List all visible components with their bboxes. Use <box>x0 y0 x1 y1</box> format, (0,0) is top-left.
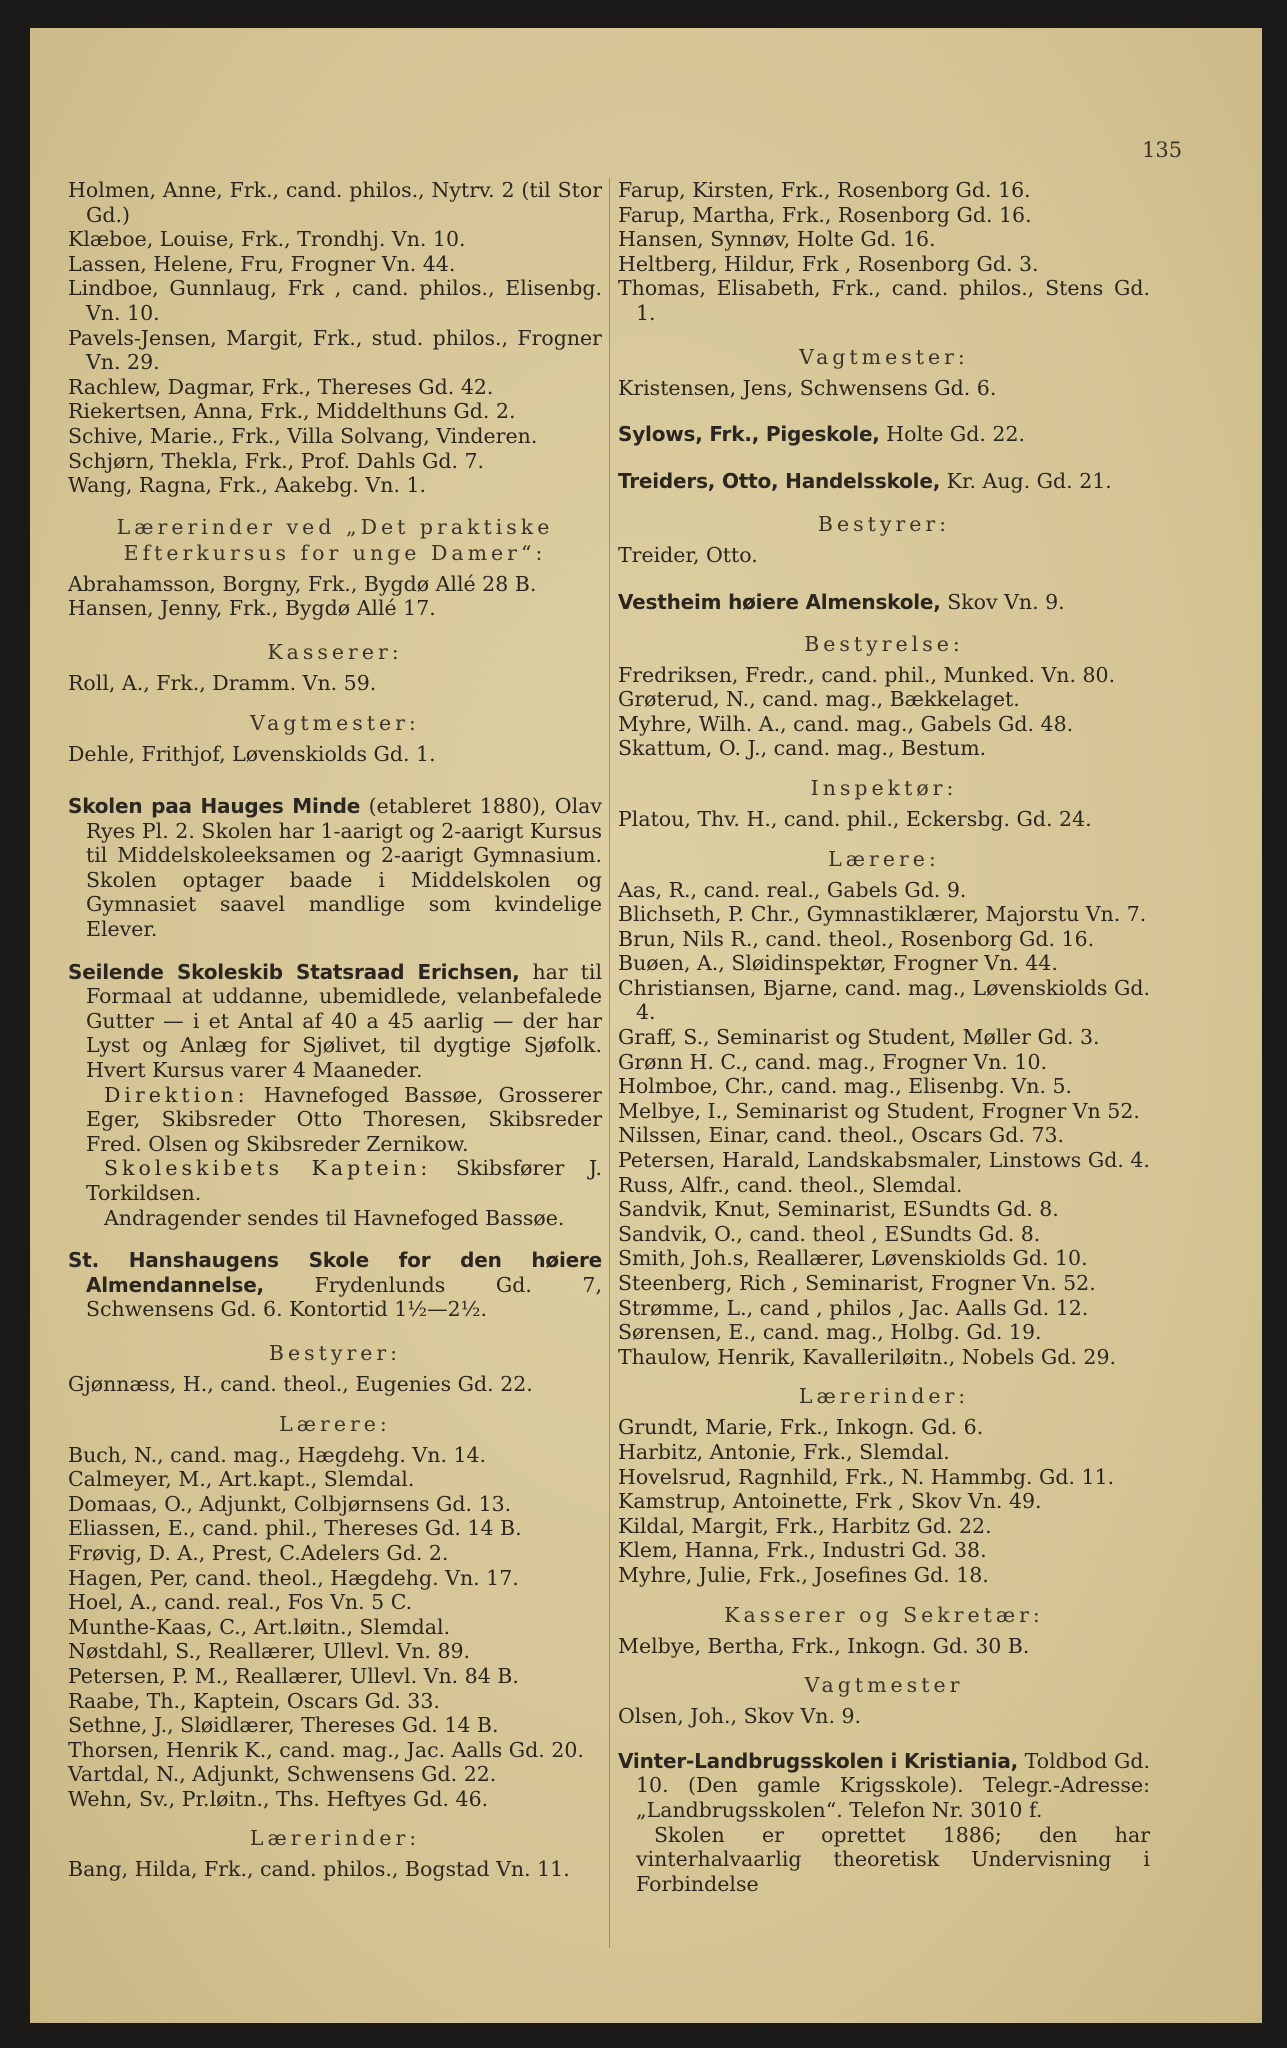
list-entry: Petersen, P. M., Reallærer, Ullevl. Vn. 84 B. <box>68 1663 519 1688</box>
r-laerere-list <box>618 878 1150 1370</box>
list-entry: Lindboe, Gunnlaug, Frk , cand. philos., Elisenbg. Vn. 10. <box>68 276 602 325</box>
list-entry: Hagen, Per, cand. theol., Hægdehg. Vn. 17. <box>68 1565 519 1590</box>
hauges-minde-text: (etableret 1880), Olav Ryes Pl. 2. Skolen har 1-aarigt og 2-aarigt Kursus til Middelskoleeksamen og 2-aarigt Gymnasium. Skolen optager baade i Middelskolen og Gymnasiet saavel mandlige som kvindelige Elever. <box>86 794 602 942</box>
vagtmester-list <box>68 742 602 767</box>
list-entry: Aas, R., cand. real., Gabels Gd. 9. <box>618 877 967 902</box>
left-column <box>68 178 602 1882</box>
hanshaugen-text: Frydenlunds Gd. 7, Schwensens Gd. 6. Kontortid 1½—2½. <box>86 1272 602 1322</box>
r-laererinder-list <box>618 1415 1150 1587</box>
list-entry: Petersen, Harald, Landskabsmaler, Linstows Gd. 4. <box>618 1148 1150 1173</box>
list-entry: Nøstdahl, S., Reallærer, Ullevl. Vn. 89. <box>68 1639 471 1664</box>
sylows-entry <box>618 422 1150 447</box>
list-entry: Sethne, J., Sløidlærer, Thereses Gd. 14 B. <box>68 1713 499 1738</box>
r-vagtmester2-list <box>618 1704 1150 1729</box>
list-entry: Calmeyer, M., Art.kapt., Slemdal. <box>68 1467 415 1492</box>
hauges-minde-name: Skolen paa Hauges Minde <box>68 794 361 819</box>
list-entry: Hovelsrud, Ragnhild, Frk., N. Hammbg. Gd. 11. <box>618 1464 1115 1489</box>
direktion-text: Havnefoged Bassøe, Grosserer Eger, Skibsreder Otto Thoresen, Skibsreder Fred. Olsen og Skibsreder Zernikow. <box>86 1082 602 1156</box>
treiders-bestyrer-heading: Bestyrer: <box>817 512 951 537</box>
list-entry: Munthe-Kaas, C., Art.løitn., Slemdal. <box>68 1614 451 1639</box>
list-entry: Raabe, Th., Kaptein, Oscars Gd. 33. <box>68 1688 440 1713</box>
treiders-bestyrer-list <box>618 543 1150 568</box>
list-entry: Platou, Thv. H., cand. phil., Eckersbg. Gd. 24. <box>618 806 1092 831</box>
treiders-text: Kr. Aug. Gd. 21. <box>940 468 1112 493</box>
laererinder-efterkursus-list <box>68 572 602 621</box>
r-vagtmester2-heading: Vagtmester <box>804 1673 964 1698</box>
vinter-text: Toldbod Gd. 10. (Den gamle Krigsskole). Telegr.-Adresse: „Landbrugsskolen“. Telefon Nr. 3010 f. <box>636 1748 1150 1822</box>
skoleskib-entry <box>68 960 602 1083</box>
bestyrer-list <box>68 1372 602 1397</box>
sylows-text: Holte Gd. 22. <box>879 422 1026 447</box>
list-entry: Sandvik, Knut, Seminarist, ESundts Gd. 8. <box>618 1197 1059 1222</box>
list-entry: Myhre, Julie, Frk., Josefines Gd. 18. <box>618 1562 989 1587</box>
r-kasserer-list <box>618 1634 1150 1659</box>
list-entry: Nilssen, Einar, cand. theol., Oscars Gd. 73. <box>618 1123 1065 1148</box>
kasserer-heading: Kasserer: <box>267 639 403 664</box>
list-entry: Lassen, Helene, Fru, Frogner Vn. 44. <box>68 251 456 276</box>
r-laerere-heading: Lærere: <box>828 846 940 871</box>
kaptein-label: Skoleskibets Kaptein: <box>104 1156 432 1181</box>
list-entry: Strømme, L., cand , philos , Jac. Aalls Gd. 12. <box>618 1295 1089 1320</box>
kasserer-list <box>68 671 602 696</box>
list-entry: Kamstrup, Antoinette, Frk , Skov Vn. 49. <box>618 1489 1042 1514</box>
list-entry: Christiansen, Bjarne, cand. mag., Løvenskiolds Gd. 4. <box>618 975 1150 1025</box>
sylows-name: Sylows, Frk., Pigeskole, <box>618 422 880 447</box>
column-divider <box>609 178 610 1948</box>
r-kasserer-heading: Kasserer og Sekretær: <box>724 1602 1044 1627</box>
page-number: 135 <box>1142 138 1183 162</box>
hanshaugen-name: St. Hanshaugens Skole for den høiere Almendannelse, <box>68 1248 602 1297</box>
vagtmester-heading: Vagtmester: <box>250 710 420 735</box>
laerere-heading: Lærere: <box>279 1411 391 1436</box>
inspektor-list <box>618 807 1150 832</box>
hauges-minde-entry <box>68 794 602 942</box>
vestheim-text: Skov Vn. 9. <box>940 589 1065 614</box>
list-entry: Fredriksen, Fredr., cand. phil., Munked. Vn. 80. <box>618 662 1116 687</box>
list-entry: Holmboe, Chr., cand. mag., Elisenbg. Vn. 5. <box>618 1074 1073 1099</box>
list-entry: Riekertsen, Anna, Frk., Middelthuns Gd. 2. <box>68 399 516 424</box>
vinter-para: Skolen er oprettet 1886; den har vinterhalvaarlig theoretisk Undervisning i Forbindelse <box>636 1822 1150 1896</box>
list-entry: Graff, S., Seminarist og Student, Møller Gd. 3. <box>618 1025 1100 1050</box>
list-entry: Vartdal, N., Adjunkt, Schwensens Gd. 22. <box>68 1762 497 1787</box>
laererinder-heading: Lærerinder: <box>249 1826 421 1851</box>
bestyrer-heading: Bestyrer: <box>268 1340 402 1365</box>
skoleskib-text: har til Formaal at uddanne, ubemidlede, velanbefalede Gutter — i et Antal af 40 a 45 aarlig — der har Lyst og Anlæg for Sjølivet, til dygtige Sjøfolk. Hvert Kursus varer 4 Maaneder. <box>86 959 603 1083</box>
list-entry: Schjørn, Thekla, Frk., Prof. Dahls Gd. 7. <box>68 448 485 473</box>
list-entry: Farup, Kirsten, Frk., Rosenborg Gd. 16. <box>618 178 1031 202</box>
skoleskib-kaptein <box>68 1156 602 1205</box>
list-entry: Eliassen, E., cand. phil., Thereses Gd. 14 B. <box>68 1516 522 1541</box>
list-entry: Frøvig, D. A., Prest, C.Adelers Gd. 2. <box>68 1540 449 1565</box>
list-entry: Farup, Martha, Frk., Rosenborg Gd. 16. <box>618 202 1032 227</box>
list-entry: Melbye, Bertha, Frk., Inkogn. Gd. 30 B. <box>618 1633 1030 1658</box>
laererinder-list <box>68 1857 602 1882</box>
r-vagtmester-list <box>618 376 1150 401</box>
list-entry: Rachlew, Dagmar, Frk., Thereses Gd. 42. <box>68 374 494 399</box>
list-entry: Hansen, Jenny, Frk., Bygdø Allé 17. <box>68 596 436 621</box>
list-entry: Roll, A., Frk., Dramm. Vn. 59. <box>68 670 377 695</box>
list-entry: Russ, Alfr., cand. theol., Slemdal. <box>618 1172 963 1197</box>
list-entry: Klem, Hanna, Frk., Industri Gd. 38. <box>618 1538 987 1563</box>
list-entry: Heltberg, Hildur, Frk , Rosenborg Gd. 3. <box>618 251 1039 276</box>
list-entry: Schive, Marie., Frk., Villa Solvang, Vinderen. <box>68 423 538 448</box>
list-entry: Grønn H. C., cand. mag., Frogner Vn. 10. <box>618 1049 1048 1074</box>
list-entry: Thaulow, Henrik, Kavalleriløitn., Nobels Gd. 29. <box>618 1344 1117 1369</box>
skoleskib-andragender: Andragender sendes til Havnefoged Bassøe. <box>104 1205 565 1230</box>
list-entry: Myhre, Wilh. A., cand. mag., Gabels Gd. 48. <box>618 711 1074 736</box>
vestheim-entry <box>618 590 1150 615</box>
list-entry: Wang, Ragna, Frk., Aakebg. Vn. 1. <box>68 473 427 498</box>
inspektor-heading: Inspektør: <box>810 775 958 800</box>
list-entry: Grøterud, N., cand. mag., Bækkelaget. <box>618 687 1020 712</box>
vinter-name: Vinter-Landbrugsskolen i Kristiania, <box>618 1748 1019 1773</box>
list-entry: Grundt, Marie, Frk., Inkogn. Gd. 6. <box>618 1415 984 1440</box>
list-entry: Buch, N., cand. mag., Hægdehg. Vn. 14. <box>68 1442 487 1467</box>
treiders-name: Treiders, Otto, Handelsskole, <box>618 468 941 493</box>
list-entry: Wehn, Sv., Pr.løitn., Ths. Heftyes Gd. 46. <box>68 1786 489 1811</box>
kaptein-text: Skibsfører J. Torkildsen. <box>86 1156 602 1205</box>
list-entry: Abrahamsson, Borgny, Frk., Bygdø Allé 28 B. <box>68 571 537 596</box>
right-column <box>618 178 1150 1896</box>
list-entry: Sandvik, O., cand. theol , ESundts Gd. 8. <box>618 1221 1041 1246</box>
bestyrelse-heading: Bestyrelse: <box>804 631 964 656</box>
skoleskib-name: Seilende Skoleskib Statsraad Erichsen, <box>68 959 520 984</box>
list-entry: Klæboe, Louise, Frk., Trondhj. Vn. 10. <box>68 227 466 252</box>
list-entry: Bang, Hilda, Frk., cand. philos., Bogstad Vn. 11. <box>68 1857 570 1882</box>
treiders-entry <box>618 469 1150 494</box>
list-entry: Kildal, Margit, Frk., Harbitz Gd. 22. <box>618 1513 992 1538</box>
right-continued-list <box>618 178 1150 326</box>
list-entry: Hoel, A., cand. real., Fos Vn. 5 C. <box>68 1590 413 1615</box>
list-entry: Sørensen, E., cand. mag., Holbg. Gd. 19. <box>618 1320 1042 1345</box>
r-vagtmester-heading: Vagtmester: <box>799 344 969 369</box>
list-entry: Gjønnæss, H., cand. theol., Eugenies Gd. 22. <box>68 1371 533 1396</box>
list-entry: Smith, Joh.s, Reallærer, Løvenskiolds Gd. 10. <box>618 1246 1088 1271</box>
list-entry: Harbitz, Antonie, Frk., Slemdal. <box>618 1439 950 1464</box>
list-entry: Steenberg, Rich , Seminarist, Frogner Vn. 52. <box>618 1271 1096 1295</box>
list-entry: Pavels-Jensen, Margit, Frk., stud. philos., Frogner Vn. 29. <box>68 325 602 375</box>
list-entry: Melbye, I., Seminarist og Student, Frogner Vn 52. <box>618 1098 1140 1123</box>
list-entry: Thorsen, Henrik K., cand. mag., Jac. Aalls Gd. 20. <box>68 1737 584 1762</box>
list-entry: Hansen, Synnøv, Holte Gd. 16. <box>618 227 936 252</box>
list-entry: Holmen, Anne, Frk., cand. philos., Nytrv. 2 (til Stor Gd.) <box>68 178 602 227</box>
list-entry: Domaas, O., Adjunkt, Colbjørnsens Gd. 13. <box>68 1491 512 1516</box>
list-entry: Buøen, A., Sløidinspektør, Frogner Vn. 44. <box>618 951 1058 976</box>
list-entry: Treider, Otto. <box>618 543 758 568</box>
list-entry: Kristensen, Jens, Schwensens Gd. 6. <box>618 375 997 400</box>
laerere-list <box>68 1443 602 1812</box>
list-entry: Skattum, O. J., cand. mag., Bestum. <box>618 736 987 761</box>
skoleskib-direktion <box>68 1083 602 1157</box>
list-entry: Thomas, Elisabeth, Frk., cand. philos., Stens Gd. 1. <box>618 276 1150 325</box>
hanshaugen-entry <box>68 1248 602 1322</box>
r-laererinder-heading: Lærerinder: <box>798 1384 970 1409</box>
list-entry: Brun, Nils R., cand. theol., Rosenborg Gd. 16. <box>618 926 1095 951</box>
laererinder-efterkursus-heading: Lærerinder ved „Det praktiske Efterkursus for unge Damer“: <box>116 514 554 565</box>
direktion-label: Direktion: <box>104 1082 249 1107</box>
bestyrelse-list <box>618 663 1150 761</box>
list-entry: Dehle, Frithjof, Løvenskiolds Gd. 1. <box>68 741 436 766</box>
list-entry: Olsen, Joh., Skov Vn. 9. <box>618 1704 862 1729</box>
left-continued-list <box>68 178 602 498</box>
list-entry: Blichseth, P. Chr., Gymnastiklærer, Majorstu Vn. 7. <box>618 902 1147 927</box>
vinter-entry <box>618 1749 1150 1823</box>
vestheim-name: Vestheim høiere Almenskole, <box>618 589 941 614</box>
